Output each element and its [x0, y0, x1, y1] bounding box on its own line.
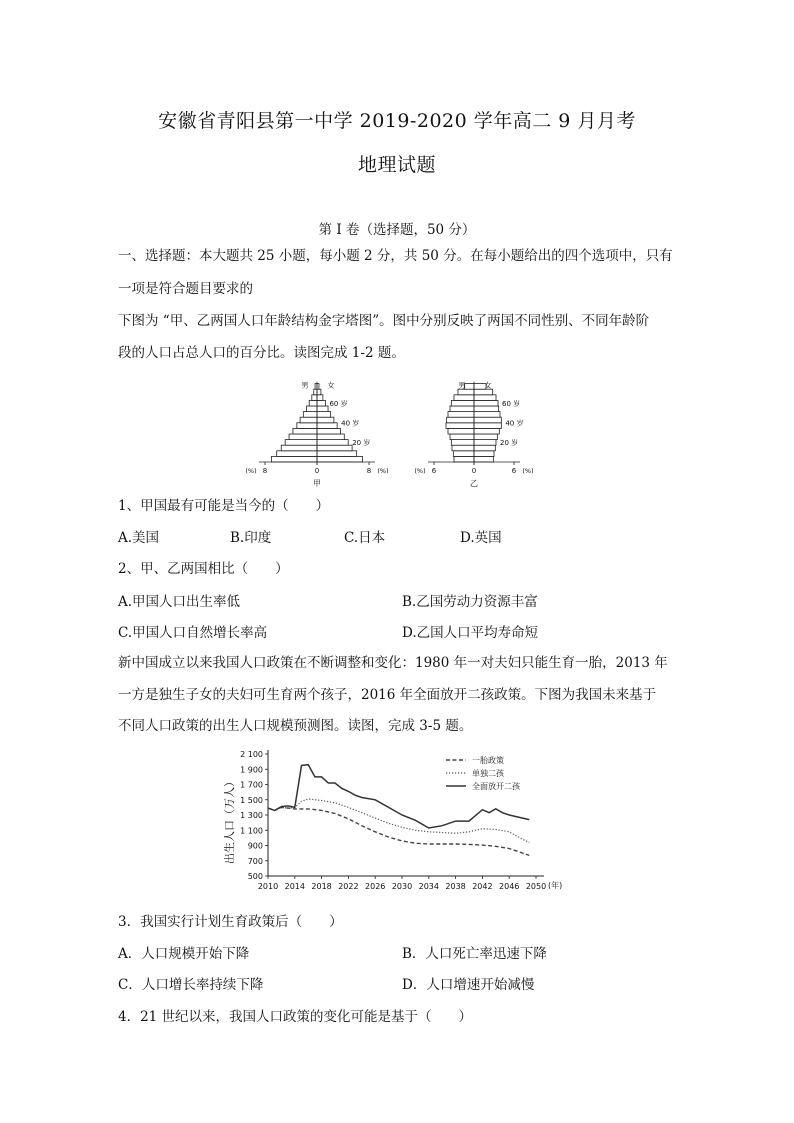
- pyramid-bar-female: [474, 389, 493, 395]
- chart-legend-label: 全面放开二孩: [472, 782, 520, 791]
- exam-title: 安徽省青阳县第一中学 2019-2020 学年高二 9 月月考: [158, 110, 636, 132]
- pyramid-bar-male: [303, 412, 317, 418]
- pyramid-bar-male: [297, 423, 317, 429]
- pyramid-axis-tick-left: 8: [262, 467, 268, 475]
- pyramid-bar-male: [312, 395, 317, 401]
- pyramid-bar-female: [474, 440, 496, 446]
- birth-population-chart: [220, 742, 580, 902]
- pyramid-bar-female: [317, 445, 352, 451]
- pyramid-bar-female: [474, 406, 499, 412]
- pyramid-bar-female: [317, 456, 363, 462]
- chart-y-tick-label: 1 900: [240, 765, 263, 775]
- pyramid-bar-male: [446, 423, 474, 429]
- intro-pyramid-line-1: 下图为 “甲、乙两国人口年龄结构金字塔图”。图中分别反映了两国不同性别、不同年龄阶: [118, 313, 650, 329]
- pyramid-bar-female: [317, 434, 344, 440]
- q1-option-b[interactable]: B.印度: [230, 530, 272, 546]
- pyramid-bar-male: [454, 395, 474, 401]
- pyramid-bar-male: [314, 389, 317, 395]
- chart-x-tick-label: 2034: [418, 882, 439, 891]
- chart-ylabel: 出生人口（万人）: [223, 776, 236, 864]
- pyramid-axis-tick-zero: 0: [471, 467, 477, 475]
- instructions-line-2: 一项是符合题目要求的: [118, 281, 253, 297]
- chart-x-tick-label: 2026: [365, 882, 386, 891]
- pyramid-bar-female: [317, 451, 357, 457]
- chart-legend: [446, 755, 521, 791]
- chart-series-line: [268, 807, 529, 855]
- pyramid-bar-male: [272, 456, 318, 462]
- pyramid-bar-female: [474, 456, 493, 462]
- pyramid-bar-male: [451, 440, 474, 446]
- q3-option-b[interactable]: B．人口死亡率迅速下降: [402, 946, 547, 962]
- pyramid-bar-female: [474, 428, 499, 434]
- pyramid-age-label: 20 岁: [352, 439, 371, 448]
- pyramid-bar-male: [465, 384, 474, 390]
- instructions-line-1: 一、选择题：本大题共 25 小题，每小题 2 分，共 50 分。在每小题给出的四个选项中，只有: [118, 248, 673, 264]
- pyramid-bar-female: [317, 428, 340, 434]
- pyramid-age-label: 40 岁: [341, 419, 360, 428]
- pyramid-bar-female: [317, 395, 323, 401]
- chart-x-tick-label: 2042: [472, 882, 493, 891]
- pyramid-bar-male: [285, 440, 317, 446]
- intro-policy-line-2: 一方是独生子女的夫妇可生育两个孩子，2016 年全面放开二孩政策。下图为我国未来基于: [118, 687, 657, 703]
- pyramid-caption: 乙: [470, 479, 478, 488]
- chart-legend-label: 单独二孩: [472, 769, 504, 778]
- chart-y-tick-label: 500: [247, 872, 263, 881]
- pyramid-bar-female: [317, 440, 348, 446]
- pyramid-male-label: 男: [458, 381, 466, 390]
- q1-option-d[interactable]: D.英国: [460, 530, 502, 546]
- chart-x-tick-label: 2030: [391, 882, 413, 891]
- chart-x-tick-label: 2022: [338, 882, 359, 891]
- q2-option-b[interactable]: B.乙国劳动力资源丰富: [402, 594, 538, 610]
- q1-option-a[interactable]: A.美国: [118, 530, 160, 546]
- pyramid-axis-tick-right: 6: [511, 467, 517, 475]
- pyramid-axis-tick-left: 6: [431, 467, 437, 475]
- chart-y-tick-label: 700: [247, 856, 263, 866]
- q2-stem: 2、甲、乙两国相比（ ）: [118, 561, 289, 577]
- pyramid-bar-female: [317, 412, 331, 418]
- pyramid-caption: 甲: [313, 479, 321, 488]
- chart-series: [268, 765, 529, 856]
- chart-x-tick-label: 2046: [499, 882, 520, 891]
- pyramid-bar-female: [317, 423, 337, 429]
- q3-option-d[interactable]: D．人口增速开始减慢: [402, 977, 535, 993]
- pyramid-bar-male: [448, 428, 474, 434]
- chart-y-tick-label: 2 100: [240, 750, 263, 759]
- pyramid-bar-female: [474, 412, 500, 418]
- population-pyramids-figure: [240, 368, 560, 492]
- chart-x-tick-label: 2038: [445, 882, 466, 891]
- pyramid-bar-male: [454, 456, 474, 462]
- pyramid-bar-female: [317, 417, 334, 423]
- section-title: 第 I 卷（选择题，50 分）: [318, 222, 476, 238]
- pyramid-yi: [414, 381, 533, 488]
- pyramid-bar-male: [300, 417, 317, 423]
- q3-option-c[interactable]: C．人口增长率持续下降: [118, 977, 264, 993]
- pyramid-bar-female: [317, 406, 328, 412]
- q2-option-c[interactable]: C.甲国人口自然增长率高: [118, 625, 268, 641]
- pyramid-axis-unit-left: (%): [245, 467, 257, 475]
- pyramid-bar-female: [474, 451, 494, 457]
- chart-series-line: [268, 799, 529, 842]
- q1-option-c[interactable]: C.日本: [344, 530, 386, 546]
- chart-legend-label: 一胎政策: [472, 756, 504, 765]
- chart-y-tick-label: 1 300: [240, 811, 263, 820]
- pyramid-bar-male: [448, 412, 474, 418]
- pyramid-jia: [245, 381, 388, 488]
- pyramid-bar-female: [474, 445, 495, 451]
- q2-option-a[interactable]: A.甲国人口出生率低: [118, 594, 241, 610]
- chart-x-tick-label: 2050: [525, 882, 547, 891]
- pyramid-bar-male: [453, 451, 474, 457]
- chart-x-tick-label: 2014: [284, 882, 305, 891]
- pyramid-axis-unit-left: (%): [414, 467, 426, 475]
- pyramid-bar-male: [450, 434, 474, 440]
- pyramid-bar-male: [293, 428, 317, 434]
- pyramid-bar-male: [289, 434, 317, 440]
- chart-xlabel: (年): [548, 881, 563, 890]
- exam-subtitle: 地理试题: [357, 154, 436, 176]
- intro-policy-line-3: 不同人口政策的出生人口规模预测图。读图，完成 3-5 题。: [118, 718, 473, 734]
- chart-y-tick-label: 900: [247, 841, 263, 851]
- intro-pyramid-line-2: 段的人口占总人口的百分比。读图完成 1-2 题。: [118, 345, 405, 361]
- pyramid-bar-male: [307, 406, 317, 412]
- pyramid-bar-male: [450, 406, 474, 412]
- pyramid-bar-female: [474, 434, 497, 440]
- chart-x-tick-label: 2018: [311, 882, 332, 891]
- chart-y-tick-label: 1 700: [240, 780, 263, 790]
- pyramid-bar-male: [281, 445, 317, 451]
- pyramid-bar-female: [474, 423, 501, 429]
- chart-y-tick-label: 1 100: [240, 826, 263, 836]
- pyramid-bar-male: [447, 417, 474, 423]
- pyramid-bar-female: [317, 389, 321, 395]
- q3-option-a[interactable]: A．人口规模开始下降: [118, 946, 250, 962]
- chart-axes: [240, 750, 562, 891]
- q4-stem: 4．21 世纪以来，我国人口政策的变化可能是基于（ ）: [118, 1009, 473, 1025]
- pyramid-bar-female: [317, 400, 325, 406]
- pyramid-bar-female: [474, 400, 498, 406]
- pyramid-bar-male: [277, 451, 317, 457]
- q1-stem: 1、甲国最有可能是当今的（ ）: [118, 498, 330, 514]
- intro-policy-line-1: 新中国成立以来我国人口政策在不断调整和变化：1980 年一对夫妇只能生育一胎，2013 年: [118, 655, 668, 671]
- pyramid-age-label: 60 岁: [329, 400, 348, 408]
- pyramid-female-label: 女: [327, 381, 335, 390]
- pyramid-axis-tick-right: 8: [366, 467, 372, 475]
- pyramid-axis-unit-right: (%): [377, 467, 389, 475]
- q3-stem: 3．我国实行计划生育政策后（ ）: [118, 914, 343, 930]
- pyramid-axis-unit-right: (%): [522, 467, 534, 475]
- chart-y-tick-label: 1 500: [240, 795, 263, 805]
- pyramid-bar-male: [451, 400, 474, 406]
- pyramid-bar-male: [309, 400, 317, 406]
- pyramid-bar-male: [458, 389, 474, 395]
- pyramid-bar-male: [452, 445, 474, 451]
- pyramid-female-label: 女: [484, 381, 492, 390]
- pyramid-male-label: 男: [301, 381, 309, 390]
- pyramid-age-label: 20 岁: [500, 439, 519, 448]
- chart-x-tick-label: 2010: [257, 882, 279, 891]
- pyramid-age-label: 60 岁: [502, 400, 521, 408]
- q2-option-d[interactable]: D.乙国人口平均寿命短: [402, 625, 539, 641]
- pyramid-bar-female: [474, 417, 501, 423]
- pyramid-age-label: 40 岁: [505, 419, 524, 428]
- pyramid-bar-female: [474, 395, 496, 401]
- pyramid-axis-tick-zero: 0: [314, 467, 320, 475]
